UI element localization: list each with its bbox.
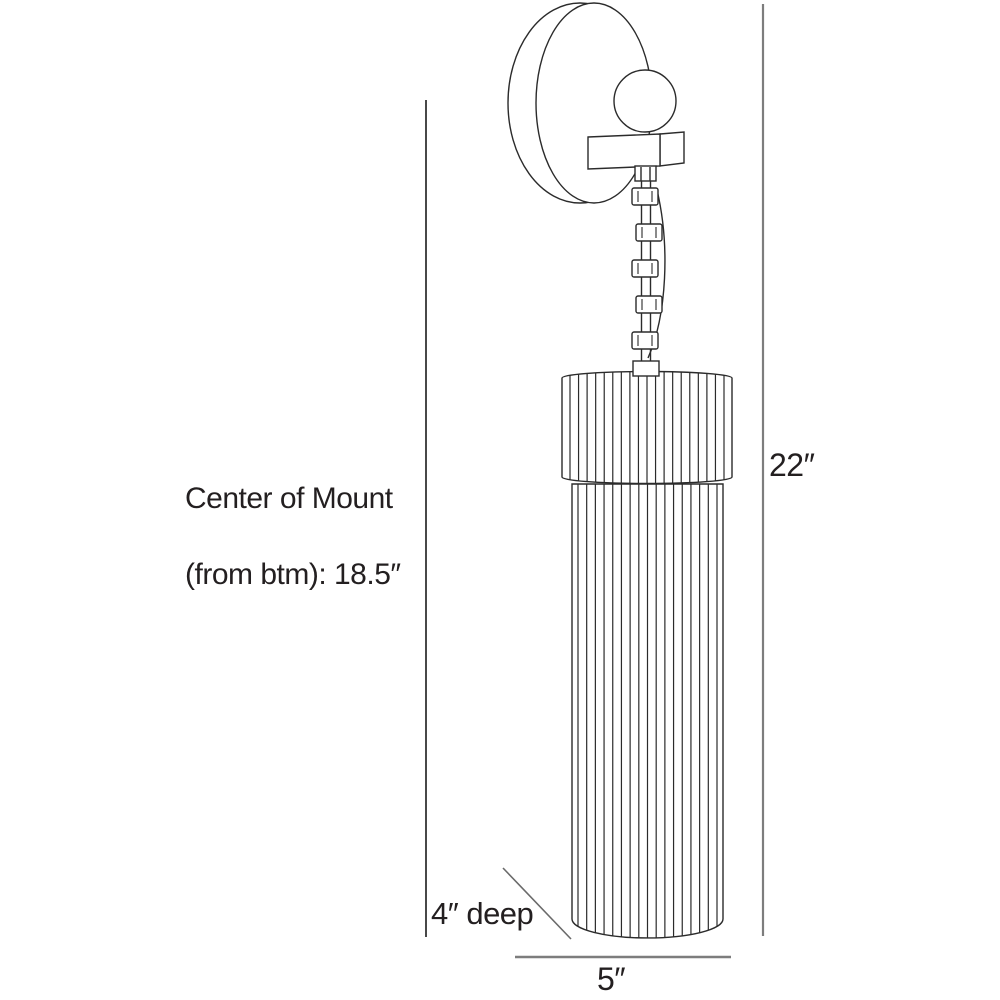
bracket-front-face — [588, 134, 660, 169]
chain-connector — [633, 361, 659, 376]
mount-height-line2: (from btm): 18.5″ — [185, 558, 401, 591]
chain-link — [636, 296, 662, 313]
depth-label: 4″ deep — [431, 896, 534, 931]
hanging-chain — [632, 181, 662, 361]
chain-link — [632, 188, 658, 205]
mount-height-line1: Center of Mount — [185, 482, 393, 515]
finial-ball — [614, 70, 676, 132]
chain-link — [632, 332, 658, 349]
width-label: 5″ — [597, 961, 626, 997]
overall-height-label: 22″ — [769, 447, 815, 483]
bracket-side-face — [660, 132, 684, 166]
chain-link — [636, 224, 662, 241]
chain-stub — [635, 166, 656, 181]
mount-height-label — [185, 480, 401, 594]
chain-link — [632, 260, 658, 277]
